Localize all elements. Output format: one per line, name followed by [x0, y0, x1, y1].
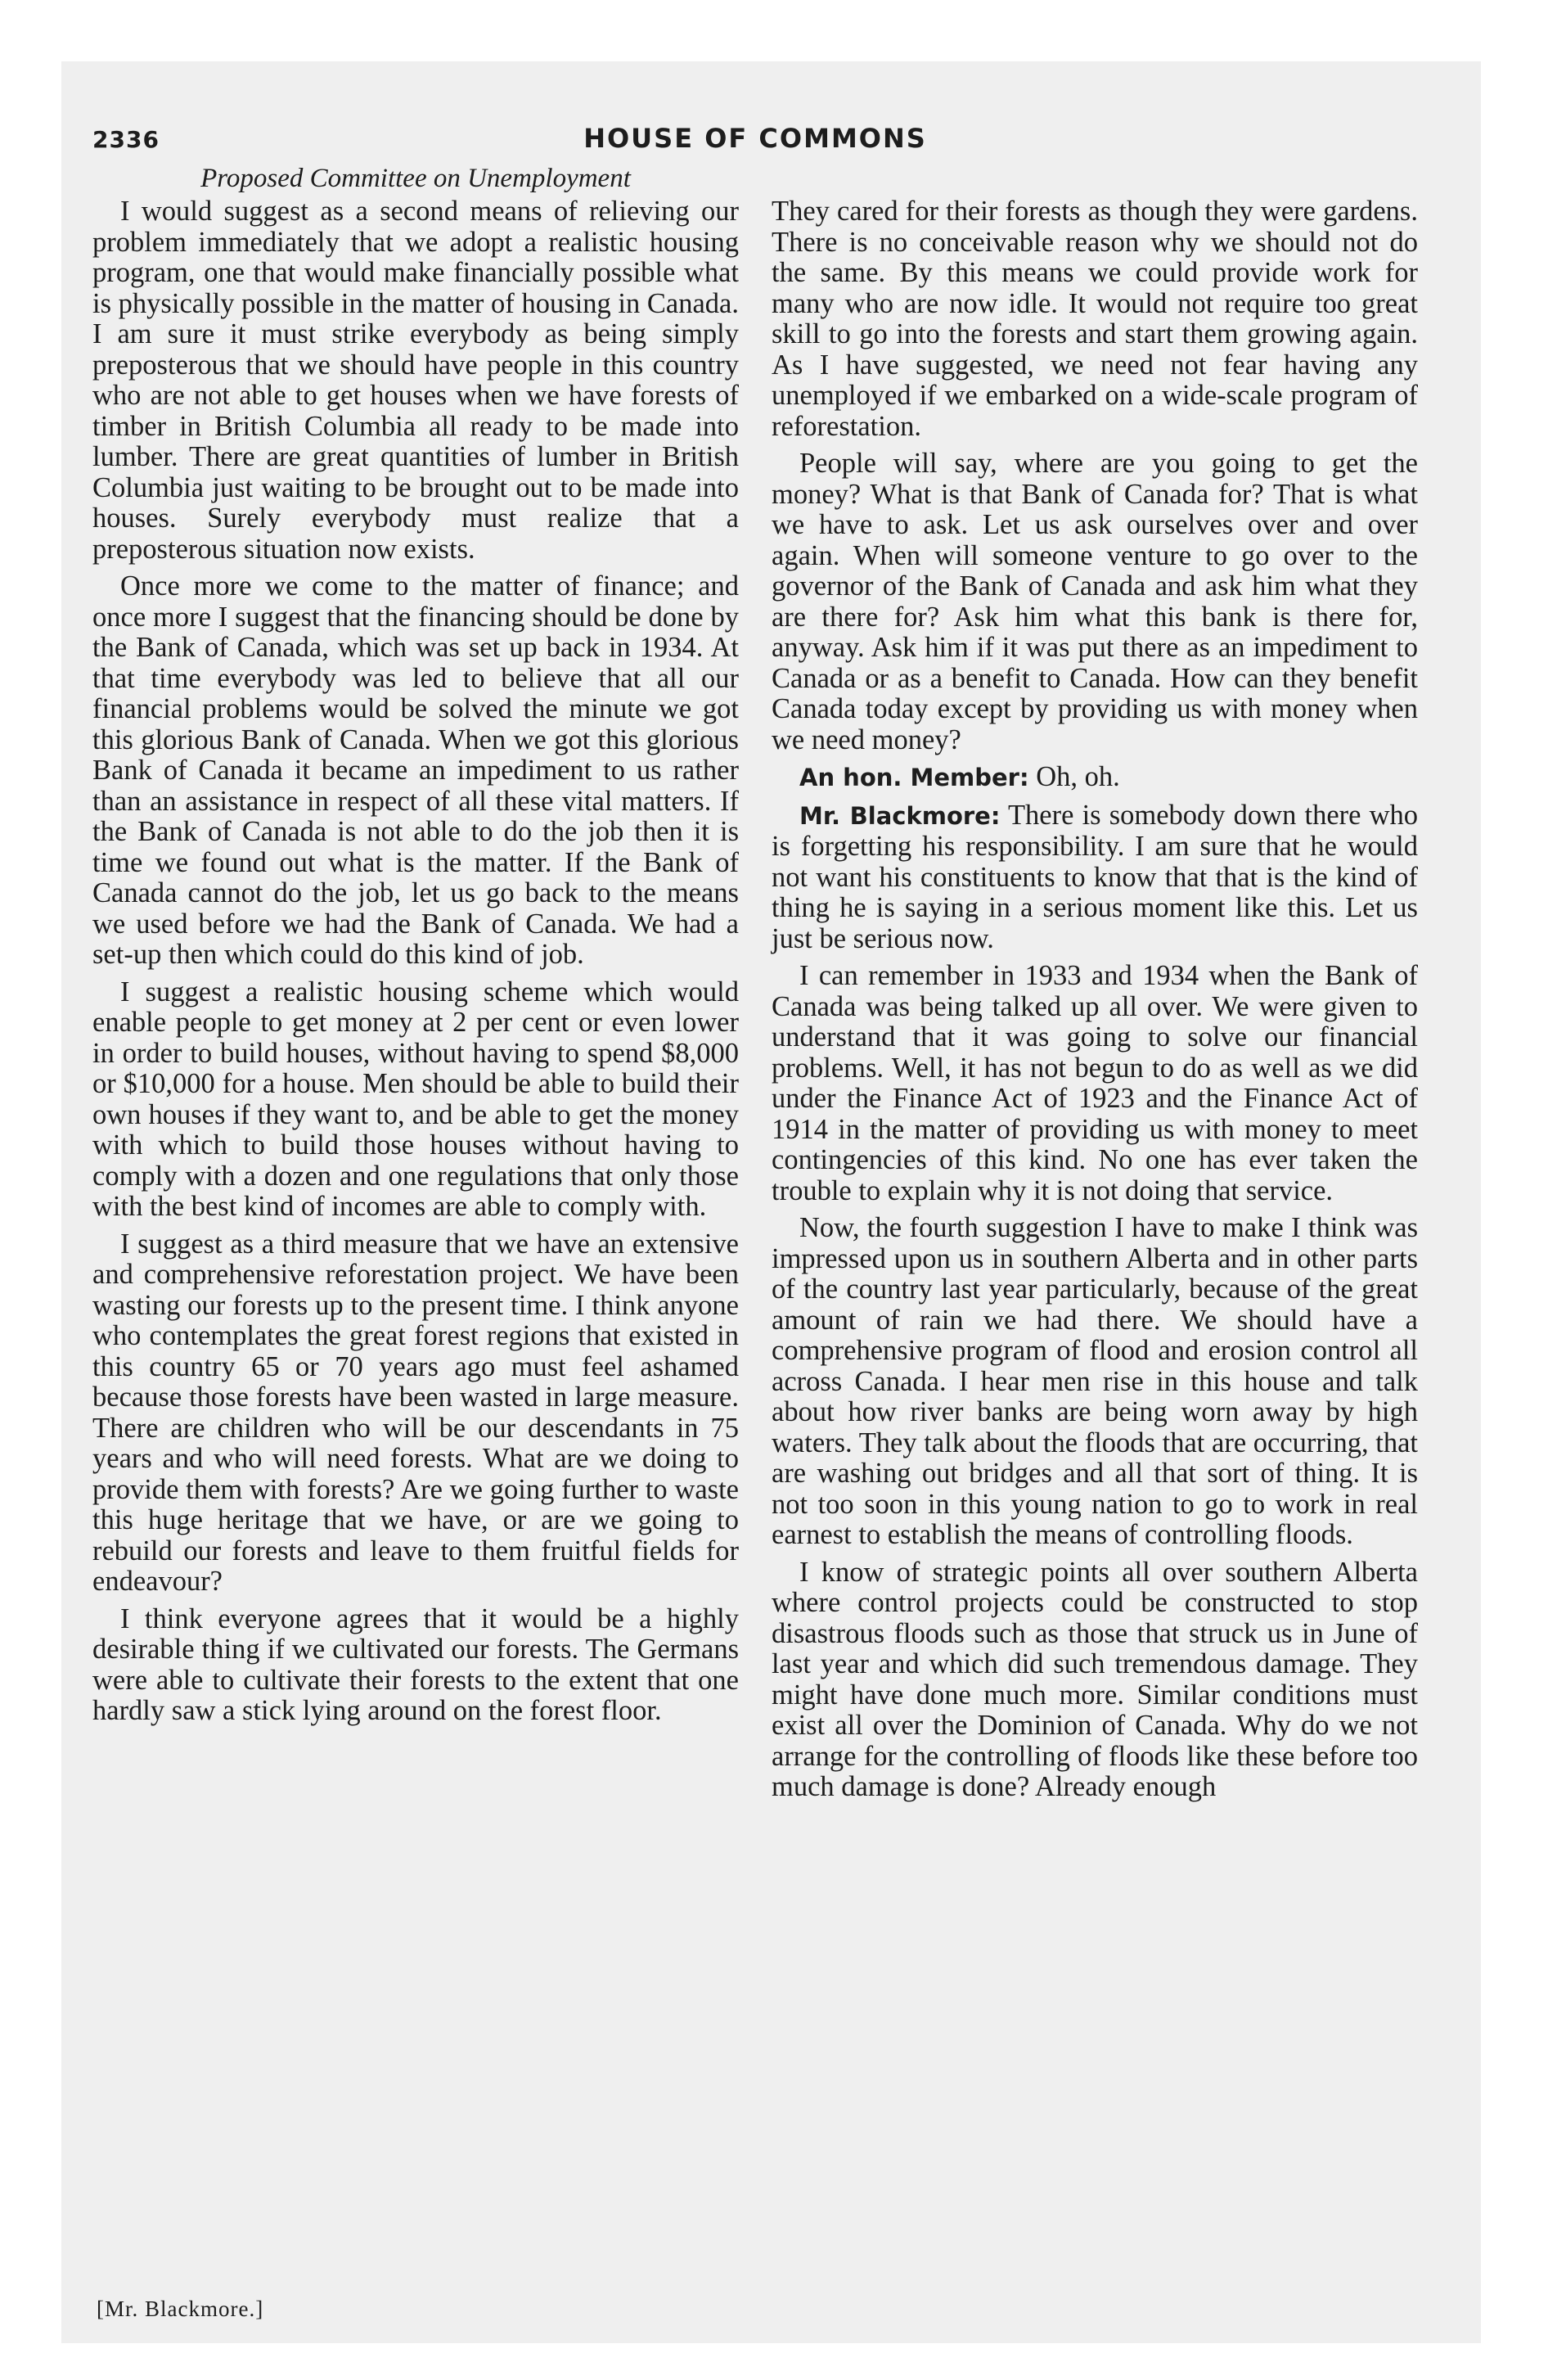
left-column: [92, 162, 739, 1733]
paragraph: Now, the fourth suggestion I have to make I think was impressed upon us in southern Alberta and in other parts of the country last year particularly, because of the great amount of rain we had there. We should have a comprehensive program of flood and erosion control all across Canada. I hear men rise in this house and talk about how river banks are being worn away by high waters. They talk about the floods that are occurring, that are washing out bridges and all that sort of thing. It is not too soon in this young nation to go to work in real earnest to establish the means of controlling floods.: [772, 1212, 1418, 1550]
speaker-footer-note: [Mr. Blackmore.]: [97, 2297, 264, 2321]
paragraph: I can remember in 1933 and 1934 when the Bank of Canada was being talked up all over. We were given to understand that it was going to solve our financial problems. Well, it has not begun to do as well as we did under the Finance Act of 1923 and the Finance Act of 1914 in the matter of providing us with money to meet contingencies of this kind. No one has ever taken the trouble to explain why it is not doing that service.: [772, 960, 1418, 1206]
paragraph: I know of strategic points all over southern Alberta where control projects could be constructed to stop disastrous floods such as those that struck us in June of last year and which did such tremendous damage. They might have done much more. Similar conditions must exist all over the Dominion of Canada. Why do we not arrange for the controlling of floods like these before too much damage is done? Already enough: [772, 1556, 1418, 1802]
paragraph: I think everyone agrees that it would be a highly desirable thing if we cultivated our forests. The Germans were able to cultivate their forests to the extent that one hardly saw a stick lying around on the forest floor.: [92, 1602, 739, 1726]
speaker-name: An hon. Member:: [799, 764, 1029, 791]
running-title: HOUSE OF COMMONS: [583, 123, 927, 154]
page-header: [92, 123, 1418, 164]
paragraph: People will say, where are you going to get the money? What is that Bank of Canada for? That is what we have to ask. Let us ask ourselves over and over again. When will someone venture to go over to the governor of the Bank of Canada and ask him what they are there for? Ask him what this bank is there for, anyway. Ask him if it was put there as an impediment to Canada or as a benefit to Canada. How can they benefit Canada today except by providing us with money when we need money?: [772, 448, 1418, 755]
right-column: [772, 196, 1418, 1810]
speech: [772, 800, 1418, 955]
paragraph: I would suggest as a second means of relieving our problem immediately that we adopt a realistic housing program, one that would make financially possible what is physically possible in the matter of housing in Canada. I am sure it must strike everybody as being simply preposterous that we should have people in this country who are not able to get houses when we have forests of timber in British Columbia all ready to be made into lumber. There are great quantities of lumber in British Columbia just waiting to be brought out to be made into houses. Surely everybody must realize that a preposterous situation now exists.: [92, 196, 739, 565]
interjection: [772, 762, 1418, 794]
paragraph: Once more we come to the matter of finance; and once more I suggest that the financing should be done by the Bank of Canada, which was set up back in 1934. At that time everybody was led to believe that all our financial problems would be solved the minute we got this glorious Bank of Canada. When we got this glorious Bank of Canada it became an impediment to us rather than an assistance in respect of all these vital matters. If the Bank of Canada is not able to do the job then it is time we found out what is the matter. If the Bank of Canada cannot do the job, let us go back to the means we used before we had the Bank of Canada. We had a set-up then which could do this kind of job.: [92, 570, 739, 970]
paragraph: They cared for their forests as though they were gardens. There is no conceivable reason why we should not do the same. By this means we could provide work for many who are now idle. It would not require too great skill to go into the forests and start them growing again. As I have suggested, we need not fear having any unemployed if we embarked on a wide-scale program of reforestation.: [772, 196, 1418, 442]
speaker-name: Mr. Blackmore:: [799, 801, 1001, 830]
hansard-page: [92, 123, 1418, 2321]
page-number: 2336: [92, 126, 160, 153]
speech-text: Oh, oh.: [1036, 761, 1120, 792]
section-heading: Proposed Committee on Unemployment: [200, 164, 631, 193]
paragraph: I suggest as a third measure that we have an extensive and comprehensive reforestation project. We have been wasting our forests up to the present time. I think anyone who contemplates the great forest regions that existed in this country 65 or 70 years ago must feel ashamed because those forests have been wasted in large measure. There are children who will be our descendants in 75 years and who will need forests. What are we doing to provide them with forests? Are we going further to waste this huge heritage that we have, or are we going to rebuild our forests and leave to them fruitful fields for endeavour?: [92, 1228, 739, 1597]
speech-text: There is somebody down there who is forgetting his responsibility. I am sure that he would not want his constituents to know that that is the kind of thing he is saying in a serious moment like this. Let us just be serious now.: [772, 799, 1418, 954]
paragraph: I suggest a realistic housing scheme which would enable people to get money at 2 per cent or even lower in order to build houses, without having to spend $8,000 or $10,000 for a house. Men should be able to build their own houses if they want to, and be able to get the money with which to build those houses without having to comply with a dozen and one regulations that only those with the best kind of incomes are able to comply with.: [92, 976, 739, 1222]
